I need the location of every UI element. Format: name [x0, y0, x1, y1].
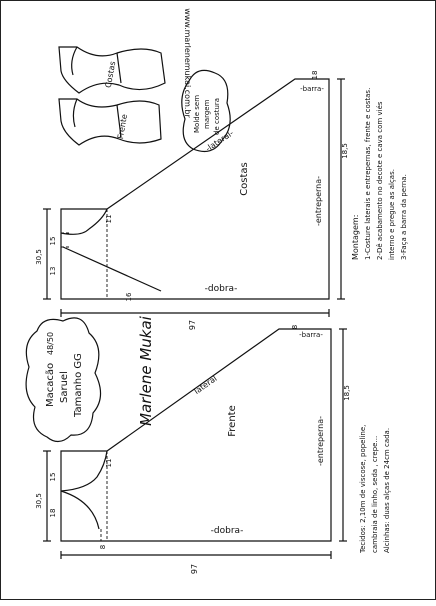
frente-seat-curve [61, 491, 99, 529]
costas-measure-2: 13 [49, 266, 57, 276]
frente-measure-1: 18 [49, 508, 57, 518]
costas-measure-3: 11 [105, 214, 113, 224]
website-url: www.marlenemukai.com.br [183, 8, 192, 118]
frente-lateral-label: lateral [192, 373, 219, 396]
callout-line-1: Molde sem [193, 94, 201, 133]
costas-measure-5: 18,5 [341, 143, 349, 159]
frente-measure-4: 8 [99, 544, 107, 550]
frente-measure-2: 15 [49, 472, 57, 482]
frente-measure-7: 97 [190, 563, 199, 575]
frente-outline [61, 329, 331, 541]
signature: Marlene Mukai [137, 316, 155, 426]
title-line-2: Saruel [59, 371, 70, 403]
assembly-title: Montagem: [351, 214, 360, 260]
title-line-1: Macacão [45, 362, 56, 407]
assembly-line-2: 2-Dê acabamento no decote e cava com viés [376, 101, 384, 260]
frente-barra-label: -barra- [299, 331, 323, 339]
frente-measure-5: 18,5 [343, 385, 351, 401]
title-line-3: Tamanho GG [73, 353, 84, 417]
frente-crotch-curve [61, 451, 107, 491]
costas-piece-label: Costas [239, 162, 250, 196]
assembly-line-3: interno e pregue as alças. [388, 169, 396, 260]
costas-lateral-label: -lateral- [204, 128, 236, 154]
costas-measure-6: 18 [311, 70, 319, 80]
frente-piece-label: Frente [227, 405, 238, 437]
title-sizes: 48/50 [46, 331, 55, 355]
costas-measure-1: 15 [49, 236, 57, 246]
costas-measure-4: 16 [125, 292, 133, 302]
costas-dobra-label: -dobra- [204, 284, 238, 294]
assembly-notes [351, 88, 408, 260]
fabric-notes [359, 425, 391, 554]
garment-sketches [59, 47, 165, 145]
pattern-drawing [1, 1, 436, 601]
frente-measure-3: 11 [105, 458, 113, 468]
callout-line-2: margem [203, 99, 211, 129]
fabric-line-3: Alcinhas: duas alças de 24cm cada. [383, 427, 391, 553]
costas-crotch-curve [61, 209, 107, 234]
frente-entreperna-label: -entreperna- [316, 415, 325, 467]
fabric-line-1: Tecidos: 2,10m de viscose, popeline, [359, 424, 367, 553]
frente-dobra-label: -dobra- [210, 526, 244, 536]
costas-entreperna-label: -entreperna- [314, 175, 323, 227]
frente-measure-6: 8 [291, 324, 299, 330]
assembly-line-1: 1-Costure laterais e entrepernas, frente e costas. [364, 87, 372, 260]
costas-diagonal [63, 247, 161, 291]
costas-barra-label: -barra- [300, 85, 324, 93]
sketch-label-frente: Frente [115, 113, 130, 140]
callout-line-3: de costura [213, 97, 221, 135]
costas-measure-7: 97 [188, 319, 197, 331]
sketch-label-costas: Costas [103, 60, 118, 89]
costas-measure-0: 30,5 [35, 249, 43, 265]
frente-measure-0: 30,5 [35, 493, 43, 509]
title-block [26, 318, 100, 442]
fabric-line-2: cambraia de linho, seda , crepe... [371, 435, 379, 553]
assembly-line-4: 3-Faça a barra da perna. [400, 174, 408, 260]
